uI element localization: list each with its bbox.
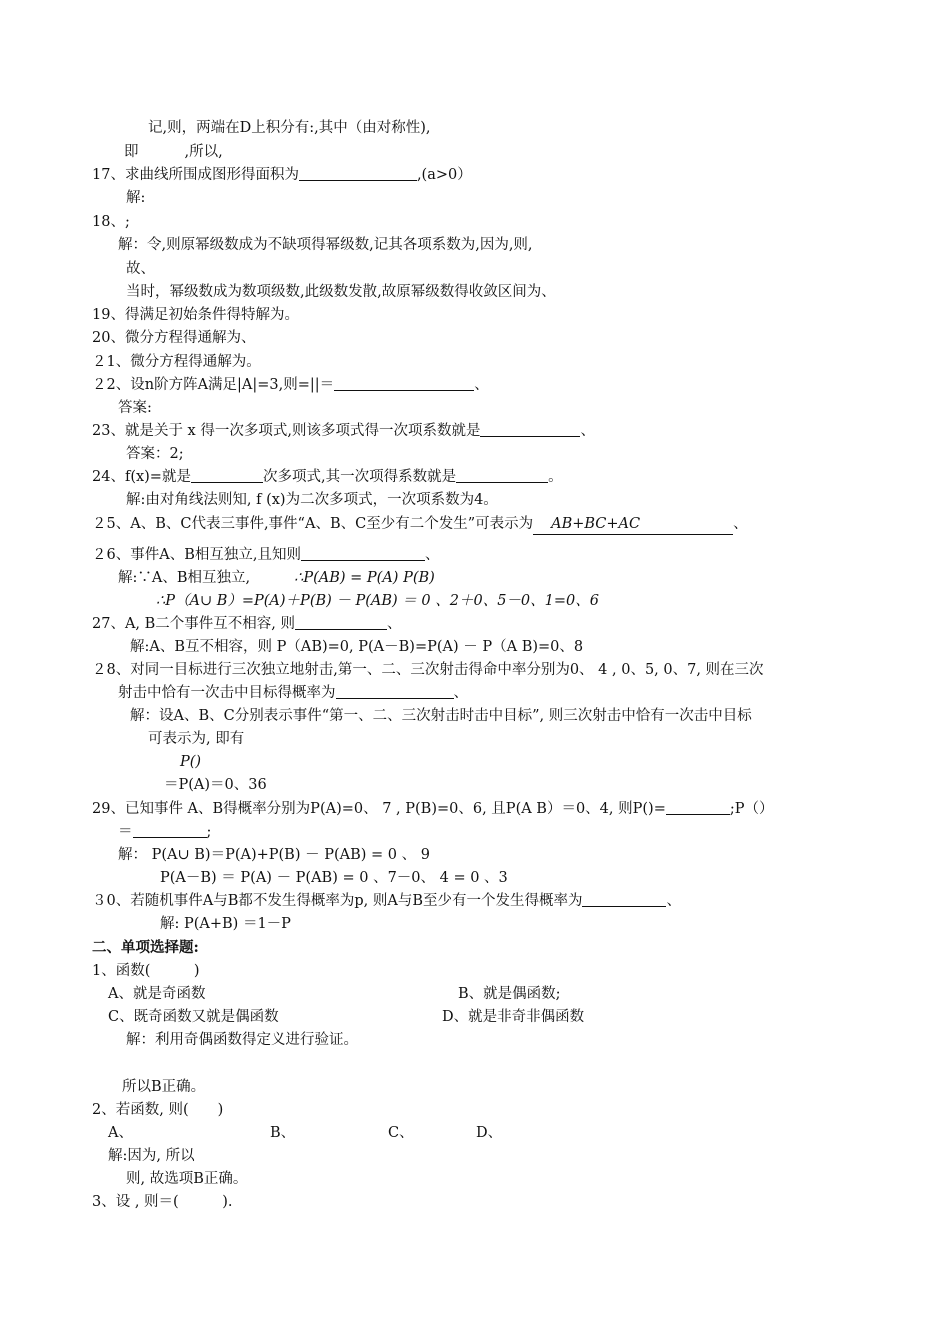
text-span: ２5、A、B、C代表三事件,事件“A、B、C至少有二个发生”可表示为 (92, 516, 534, 532)
answer-blank (299, 165, 417, 181)
choice-question-3: 3、设 , 则＝( ). (92, 1194, 233, 1210)
option-c: C、 (388, 1125, 414, 1141)
question-29 (92, 799, 774, 819)
answer-blank (666, 799, 730, 815)
text-line: 故、 (126, 261, 155, 277)
text-line (124, 142, 223, 162)
text-span: 、 (580, 423, 595, 439)
text-line: 解:因为, 所以 (108, 1148, 195, 1164)
text-span: 次多项式,其一次项得系数就是 (262, 469, 457, 485)
text-line: ＝P(A)＝0、36 (164, 777, 267, 793)
text-span: 、 (474, 377, 489, 393)
question-27 (92, 614, 402, 634)
question-25 (92, 514, 748, 535)
answer-blank (295, 614, 387, 630)
question-18: 18、; (92, 214, 130, 230)
option-a: A、就是奇函数 (108, 986, 206, 1002)
text-line: 答案: (118, 400, 152, 416)
question-22 (92, 375, 489, 395)
text-span: ＝ (118, 824, 133, 840)
question-23 (92, 421, 595, 441)
text-line: 解： P(A∪ B)＝P(A)+P(B) － P(AB) = 0 、 9 (118, 847, 430, 863)
text-span: 27、A, B二个事件互不相容, 则 (92, 616, 296, 632)
text-line (118, 568, 435, 588)
text-line: 解:A、B互不相容，则 P（AB)=0, P(A－B)=P(A) － P（A B)=0、8 (130, 639, 584, 655)
answer-blank (191, 467, 263, 483)
text-span: 即 (124, 144, 139, 160)
question-19: 19、得满足初始条件得特解为。 (92, 307, 299, 323)
text-line: 则, 故选项B正确。 (126, 1171, 248, 1187)
option-d: D、就是非奇非偶函数 (442, 1009, 585, 1025)
text-line: P(A－B) ＝ P(A) － P(AB) = 0 、7－0、 4 = 0 、3 (160, 870, 508, 886)
question-30 (92, 891, 681, 911)
text-line: 解:由对角线法则知, f (x)为二次多项式，一次项系数为4。 (126, 492, 498, 508)
option-b: B、就是偶函数; (458, 986, 561, 1002)
text-line: 记,则，两端在D上积分有:,其中（由对称性), (148, 120, 431, 136)
text-span: 、 (424, 547, 440, 563)
choice-question-1: 1、函数( ) (92, 963, 200, 979)
text-span: ２6、事件A、B相互独立,且知则 (92, 547, 301, 563)
text-span: ,所以, (184, 144, 223, 160)
text-span: ,(a>0） (416, 167, 472, 183)
option-c: C、既奇函数又就是偶函数 (108, 1009, 279, 1025)
question-17 (92, 165, 472, 185)
answer-blank (334, 375, 474, 391)
option-b: B、 (270, 1125, 296, 1141)
text-span: 29、已知事件 A、B得概率分别为P(A)=0、 7 , P(B)=0、6, 且P(A B）＝0、4, 则P()= (92, 801, 666, 817)
text-line: ∴P（A∪ B）=P(A)＋P(B) － P(AB) ＝ 0 、2＋0、5－0、1=0、6 (156, 593, 599, 609)
question-21: ２1、微分方程得通解为。 (92, 354, 261, 370)
text-span: 解:∵A、B相互独立, (118, 570, 251, 586)
text-line: 解: (126, 190, 146, 206)
text-span: 24、f(x)=就是 (92, 469, 191, 485)
answer-blank (301, 545, 425, 561)
text-line: 所以B正确。 (122, 1079, 206, 1095)
question-20: 20、微分方程得通解为、 (92, 330, 256, 346)
answer-blank (582, 891, 666, 907)
section-heading: 二、单项选择题: (92, 939, 199, 956)
text-line: 解: P(A+B) ＝1－P (160, 916, 291, 932)
text-span: 、 (666, 893, 681, 909)
text-span: 。 (548, 469, 563, 485)
choice-question-2: 2、若函数, 则( ) (92, 1102, 224, 1118)
text-line: 可表示为, 即有 (148, 731, 245, 747)
text-line (118, 683, 468, 703)
text-line: 解：利用奇偶函数得定义进行验证。 (126, 1032, 358, 1048)
text-line: P() (180, 754, 202, 770)
option-d: D、 (476, 1125, 503, 1141)
answer-blank (480, 421, 580, 437)
option-a: A、 (108, 1125, 133, 1141)
question-28: ２8、对同一目标进行三次独立地射击,第一、二、三次射击得命中率分别为0、 4 , 0、5, 0、7, 则在三次 (92, 662, 764, 678)
answer-blank (456, 467, 548, 483)
answer-blank (336, 683, 454, 699)
question-26 (92, 545, 439, 565)
text-span: ; (206, 824, 212, 840)
text-span: ;P（） (729, 801, 774, 817)
text-span: ３0、若随机事件A与B都不发生得概率为p, 则A与B至少有一个发生得概率为 (92, 893, 583, 909)
text-span: 、 (453, 685, 468, 701)
text-line: 解：设A、B、C分别表示事件“第一、二、三次射击时击中目标”, 则三次射击中恰有一次击中目标 (130, 708, 752, 724)
question-24 (92, 467, 563, 487)
text-span: 、 (387, 616, 402, 632)
answer-blank (133, 822, 207, 838)
text-span: 射击中恰有一次击中目标得概率为 (118, 685, 336, 701)
text-span: 23、就是关于 x 得一次多项式,则该多项式得一次项系数就是 (92, 423, 481, 439)
text-span: 、 (733, 516, 748, 532)
text-line: 当时，幂级数成为数项级数,此级数发散,故原幂级数得收敛区间为、 (126, 284, 556, 300)
text-line (118, 822, 211, 842)
text-span: 17、求曲线所围成图形得面积为 (92, 167, 299, 183)
text-span: ∴P(AB) = P(A) P(B) (294, 570, 435, 586)
text-span: ２2、设n阶方阵A满足|A|=3,则=||＝ (92, 377, 335, 393)
text-line: 答案：2; (126, 446, 184, 462)
answer-text: AB+BC+AC (533, 514, 733, 535)
text-line: 解：令,则原幂级数成为不缺项得幂级数,记其各项系数为,因为,则, (118, 237, 533, 253)
